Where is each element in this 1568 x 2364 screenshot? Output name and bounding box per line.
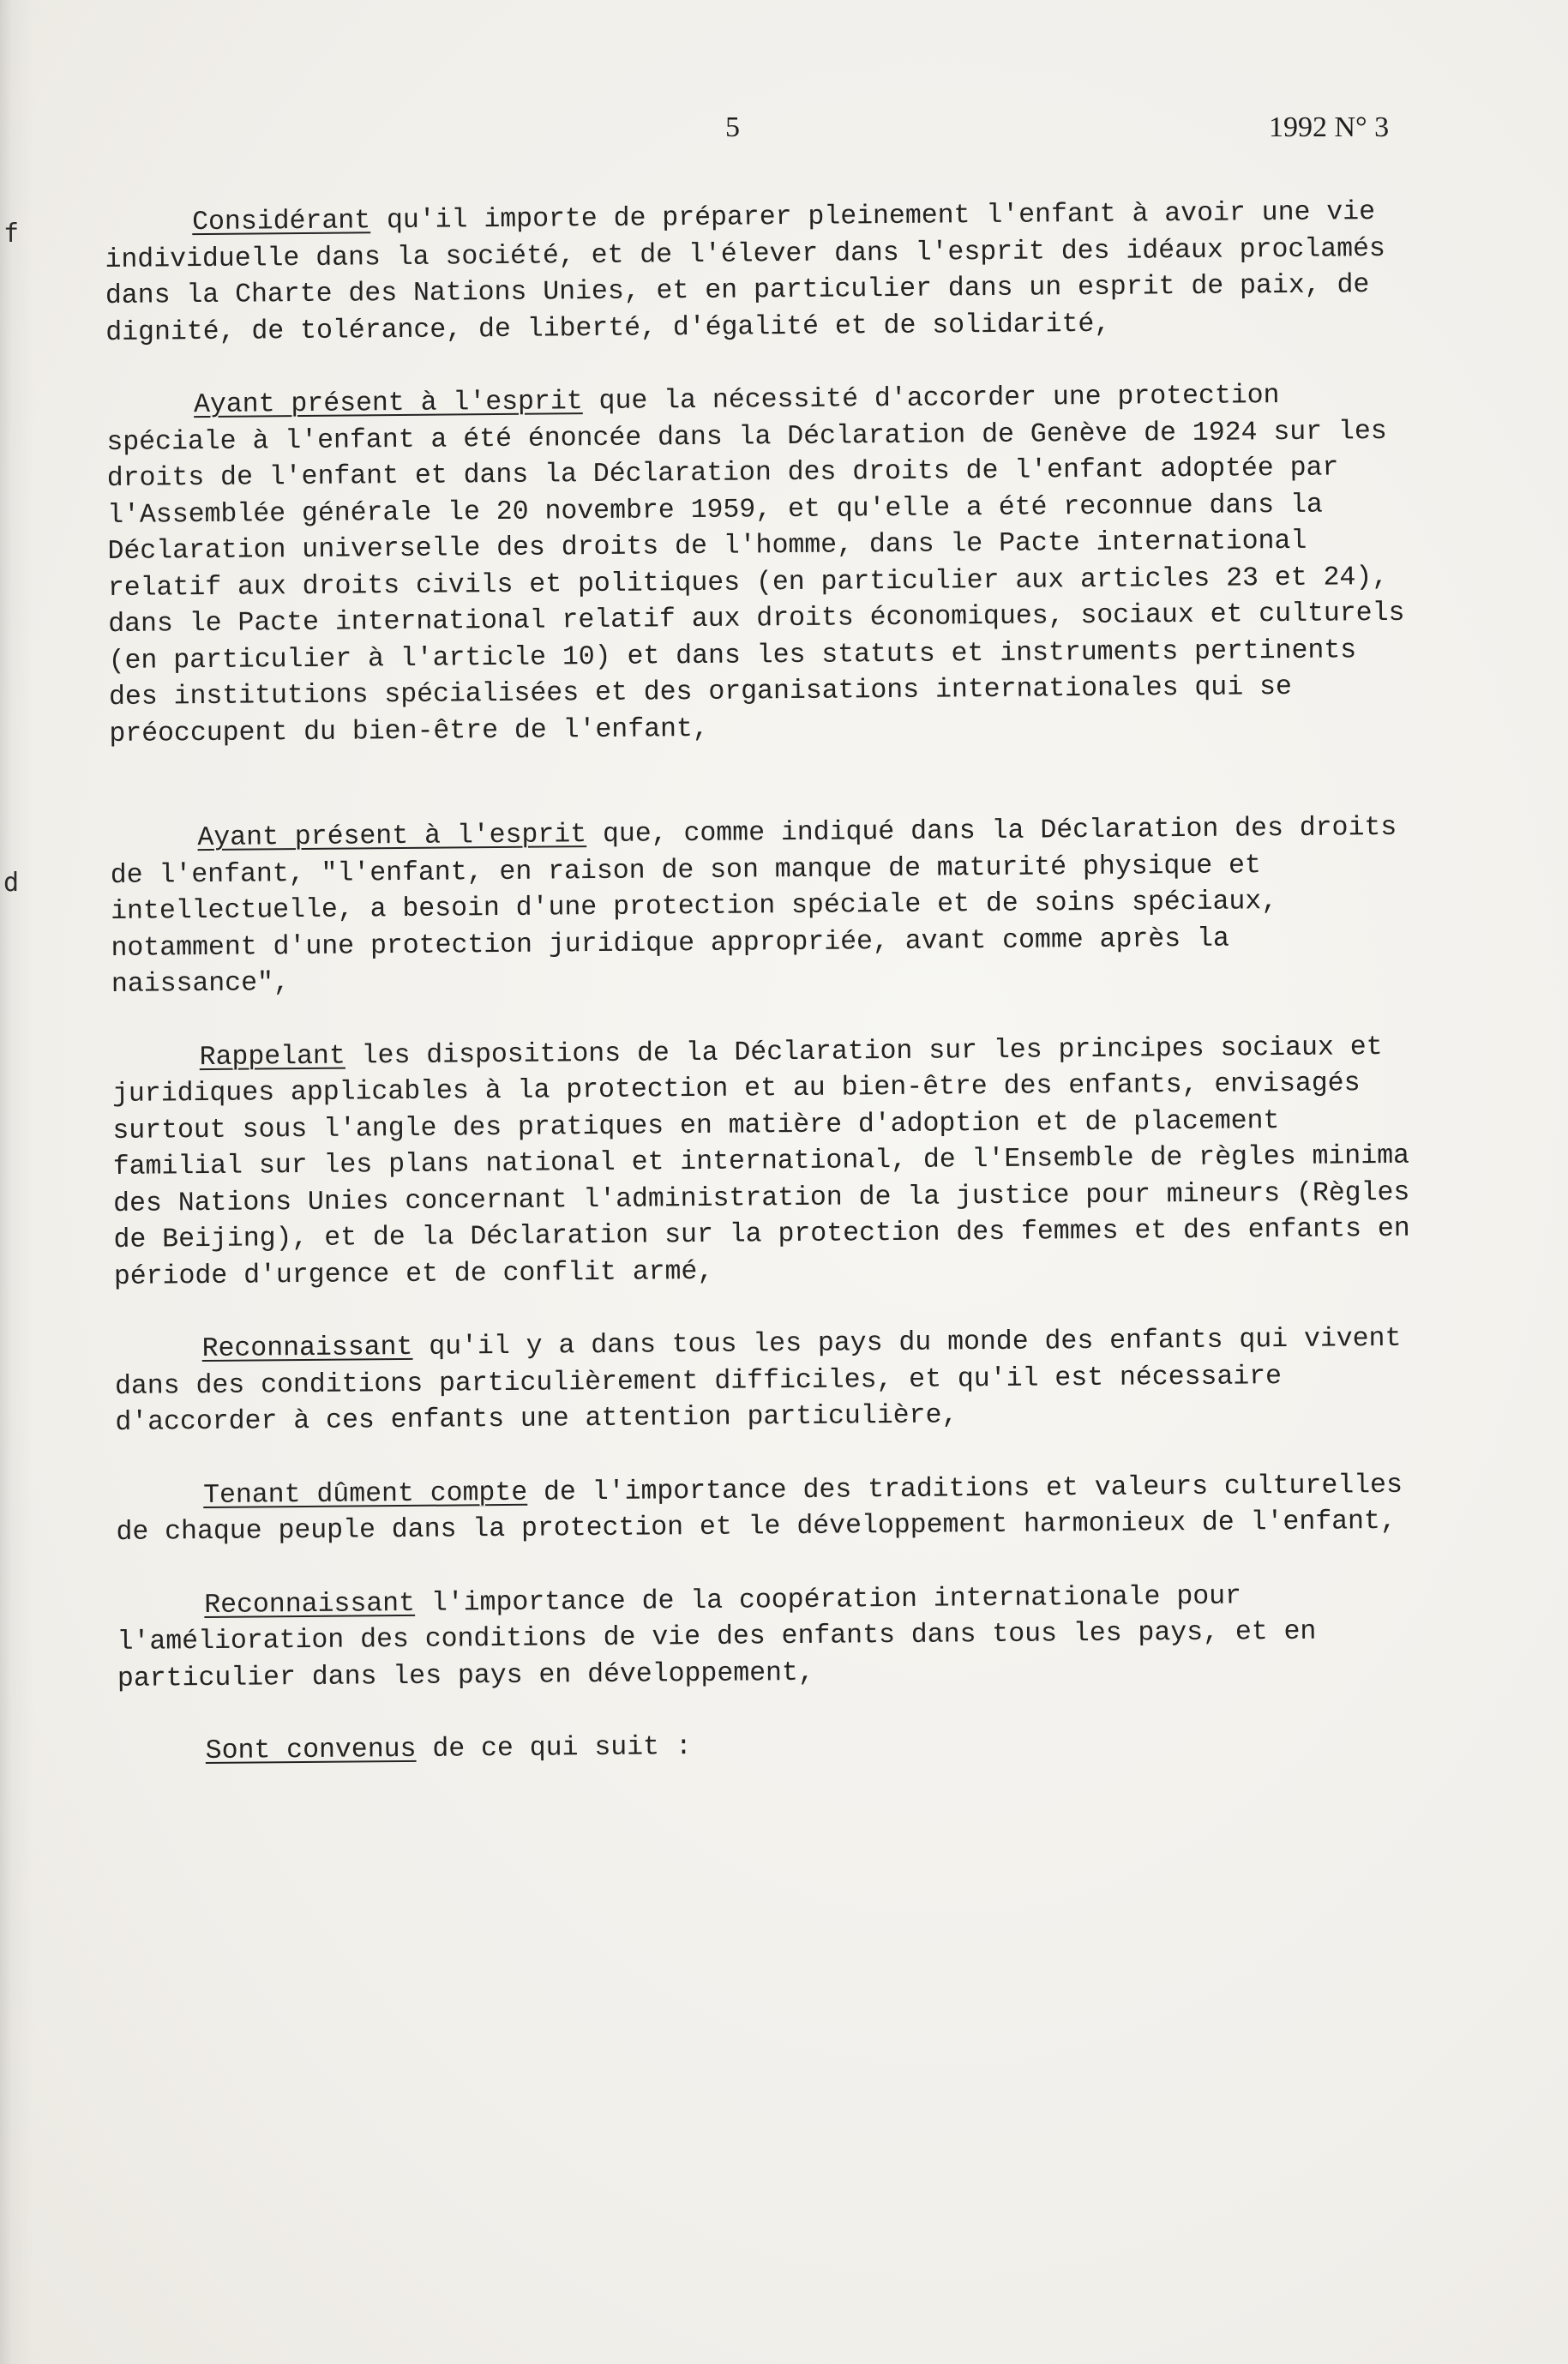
paragraph-body: qu'il y a dans tous les pays du monde des enfants qui vivent dans des conditions particulièrement difficiles, et qu'il est nécessaire d'accorder à ces enfants une attention particulière, <box>114 1323 1402 1438</box>
paragraph-ayant-present-2 <box>110 810 1415 1004</box>
paragraph-body: que la nécessité d'accorder une protection spéciale à l'enfant a été énoncée dans la Déclaration de Genève de 1924 sur les droits de l'enfant et dans la Déclaration des droits de l'enfant adoptée par l'Assemblée générale le 20 novembre 1959, et qu'elle a été reconnue dans la Déclaration universelle des droits de l'homme, dans le Pacte international relatif aux droits civils et politiques (en particulier aux articles 23 et 24), dans le Pacte international relatif aux droits économiques, sociaux et culturels (en particulier à l'article 10) et dans les statuts et instruments pertinents des institutions spécialisées et des organisations internationales qui se préoccupent du bien-être de l'enfant, <box>106 381 1405 749</box>
paragraph-lead: Tenant dûment compte <box>202 1477 528 1511</box>
paragraph-lead: Ayant présent à l'esprit <box>197 820 587 854</box>
paragraph-body: qu'il importe de préparer pleinement l'enfant à avoir une vie individuelle dans la société, et de l'élever dans l'esprit des idéaux proclamés dans la Charte des Nations Unies, et en particulier dans un esprit de paix, de dignité, de tolérance, de liberté, d'égalité et de solidarité, <box>105 197 1385 348</box>
paragraph-body: de l'importance des traditions et valeurs culturelles de chaque peuple dans la protection et le développement harmonieux de l'enfant, <box>116 1470 1403 1548</box>
paragraph-sont-convenus <box>118 1723 1421 1771</box>
document-reference: 1992 N° 3 <box>1269 111 1390 143</box>
paragraph-lead: Sont convenus <box>205 1734 417 1767</box>
paragraph-lead: Reconnaissant <box>204 1588 416 1621</box>
paragraph-lead: Rappelant <box>199 1041 345 1073</box>
paragraph-reconnaissant-2 <box>117 1577 1421 1698</box>
paragraph-tenant-compte <box>116 1467 1420 1551</box>
margin-mark-top: f <box>3 219 20 249</box>
paragraph-body: l'importance de la coopération internationale pour l'amélioration des conditions de vie des enfants dans tous les pays, et en particulier dans les pays en développement, <box>117 1580 1317 1694</box>
paragraph-body: de ce qui suit : <box>416 1732 692 1765</box>
paragraph-lead: Ayant présent à l'esprit <box>193 387 583 421</box>
paragraph-rappelant <box>111 1029 1417 1296</box>
paragraph-lead: Reconnaissant <box>201 1332 413 1365</box>
paragraph-considerant <box>105 195 1409 352</box>
paragraph-reconnaissant-1 <box>114 1321 1418 1442</box>
page-number: 5 <box>725 111 740 143</box>
paragraph-ayant-present-1 <box>106 377 1413 753</box>
margin-mark-middle: d <box>3 868 20 898</box>
paragraph-lead: Considérant <box>192 206 371 238</box>
paragraph-body: que, comme indiqué dans la Déclaration des droits de l'enfant, "l'enfant, en raison de son manque de maturité physique et intellectuelle, a besoin d'une protection spéciale et de soins spéciaux, notamment d'une protection juridique appropriée, avant comme après la naissance", <box>110 812 1397 1000</box>
paragraph-body: les dispositions de la Déclaration sur les principes sociaux et juridiques applicables à la protection et au bien-être des enfants, envisagés surtout sous l'angle des pratiques en matière d'adoption et de placement familial sur les plans national et international, de l'Ensemble de règles minima des Nations Unies concernant l'administration de la justice pour mineurs (Règles de Beijing), et de la Déclaration sur la protection des femmes et des enfants en période d'urgence et de conflit armé, <box>111 1032 1410 1292</box>
preamble-text <box>105 195 1421 1808</box>
